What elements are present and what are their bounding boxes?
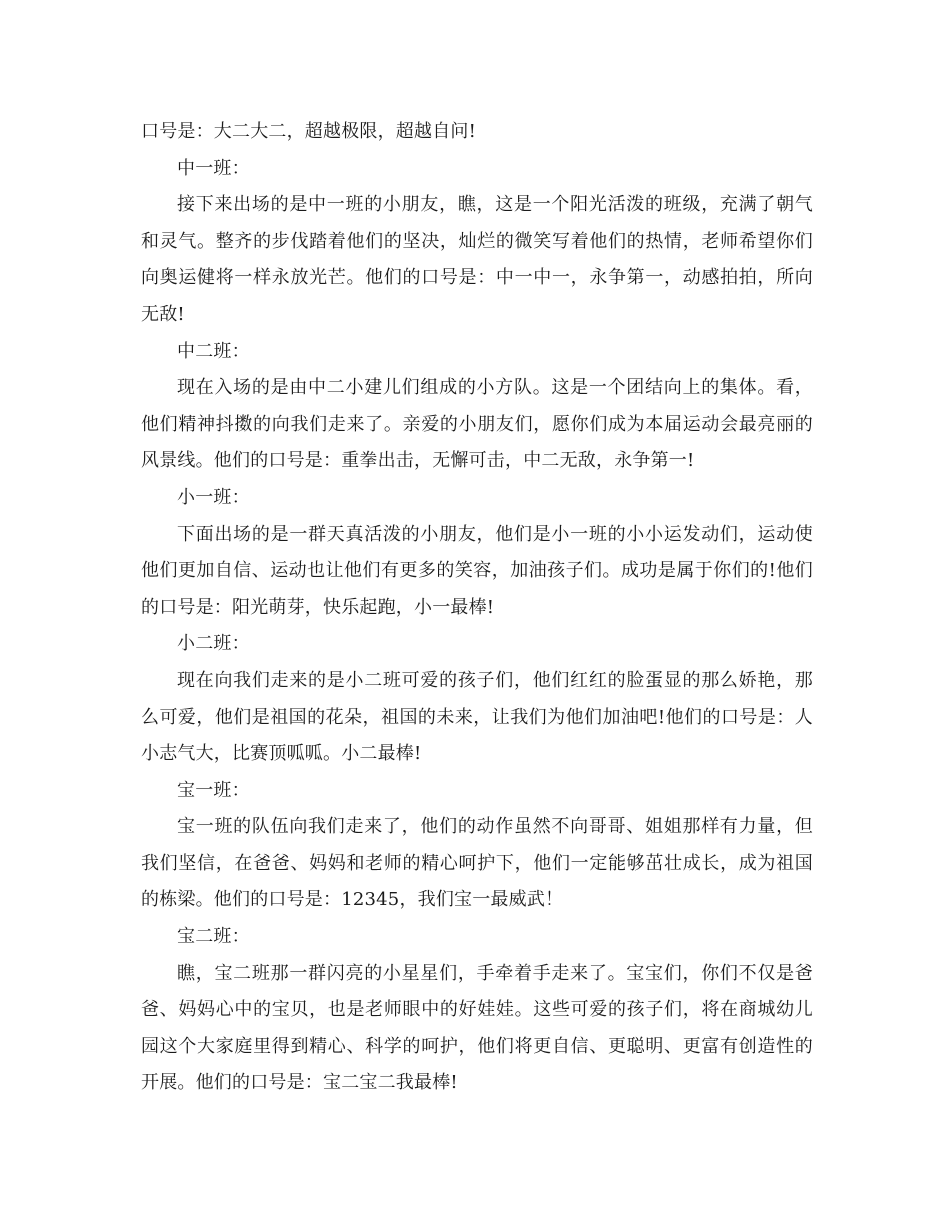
heading-bao1: 宝一班： [177, 779, 250, 801]
paragraph-xiao2: 现在向我们走来的是小二班可爱的孩子们，他们红红的脸蛋显的那么娇艳，那么可爱，他们是祖国的花朵，祖国的未来，让我们为他们加油吧!他们的口号是：人小志气大，比赛顶呱呱。小二最棒! [141, 669, 813, 765]
heading-xiao1: 小一班： [177, 486, 250, 508]
paragraph-xiao1: 下面出场的是一群天真活泼的小朋友，他们是小一班的小小运发动们，运动使他们更加自信、运动也让他们有更多的笑容，加油孩子们。成功是属于你们的!他们的口号是：阳光萌芽，快乐起跑，小一最棒! [141, 523, 813, 618]
document-body [141, 114, 813, 1102]
heading-zhong1: 中一班： [177, 157, 250, 179]
heading-bao2: 宝二班： [177, 926, 250, 948]
paragraph-bao1: 宝一班的队伍向我们走来了，他们的动作虽然不向哥哥、姐姐那样有力量，但我们坚信，在爸爸、妈妈和老师的精心呵护下，他们一定能够茁壮成长，成为祖国的栋梁。他们的口号是：12345，我们宝一最威武！ [141, 816, 813, 911]
paragraph-zhong2: 现在入场的是由中二小建儿们组成的小方队。这是一个团结向上的集体。看，他们精神抖擞的向我们走来了。亲爱的小朋友们，愿你们成为本届运动会最亮丽的风景线。他们的口号是：重拳出击，无懈可击，中二无敌，永争第一! [141, 377, 813, 472]
heading-zhong2: 中二班： [177, 340, 250, 362]
paragraph-bao2: 瞧，宝二班那一群闪亮的小星星们，手牵着手走来了。宝宝们，你们不仅是爸爸、妈妈心中的宝贝，也是老师眼中的好娃娃。这些可爱的孩子们，将在商城幼儿园这个大家庭里得到精心、科学的呵护，他们将更自信、更聪明、更富有创造性的开展。他们的口号是：宝二宝二我最棒! [141, 962, 813, 1094]
paragraph-zhong1: 接下来出场的是中一班的小朋友，瞧，这是一个阳光活泼的班级，充满了朝气和灵气。整齐的步伐踏着他们的坚决，灿烂的微笑写着他们的热情，老师希望你们向奥运健将一样永放光芒。他们的口号是：中一中一，永争第一，动感拍拍，所向无敌! [141, 194, 813, 325]
paragraph-slogan-da2: 口号是：大二大二，超越极限，超越自问! [141, 121, 477, 142]
heading-xiao2: 小二班： [177, 633, 250, 655]
